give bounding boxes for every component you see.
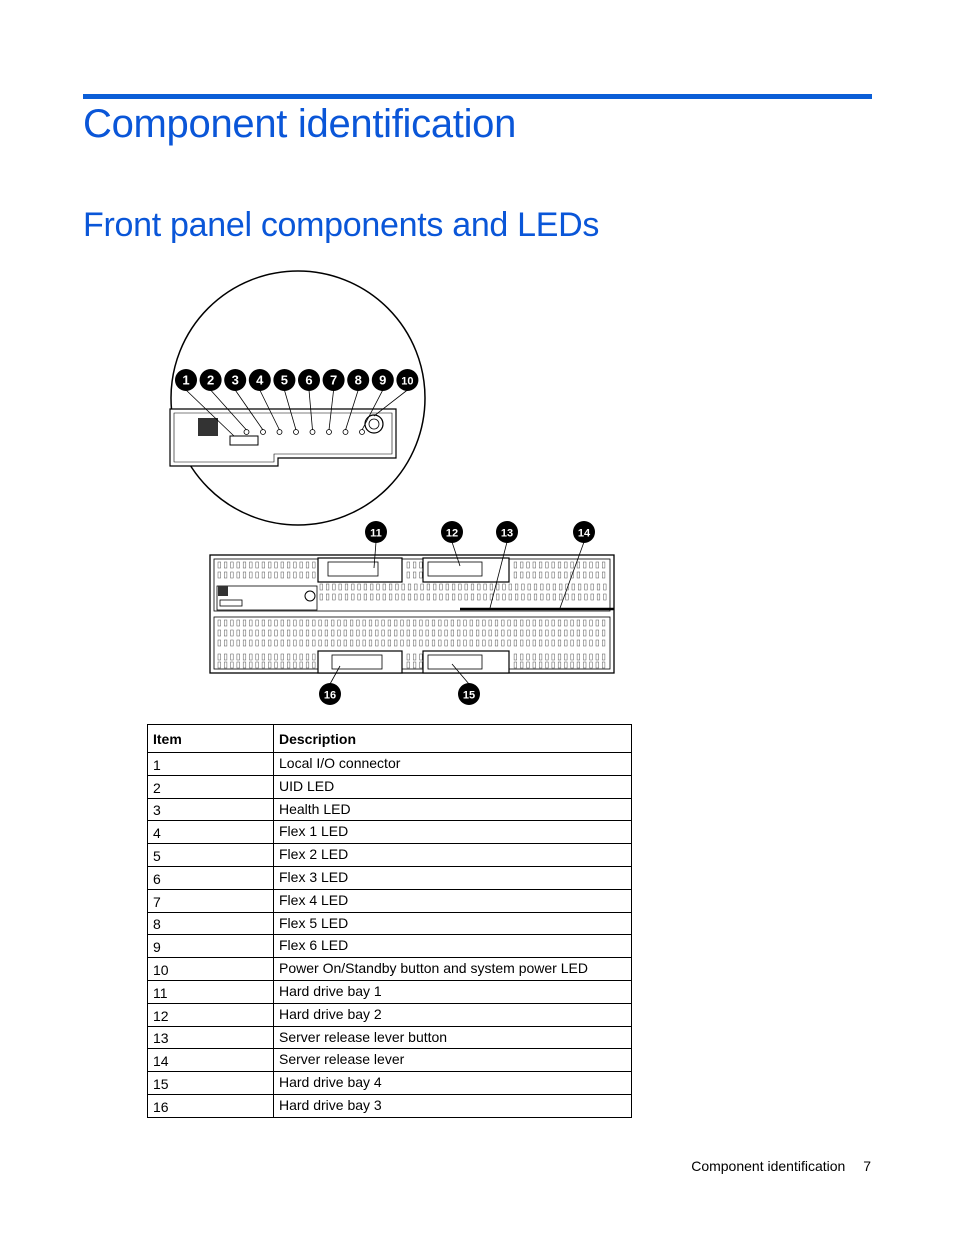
callout-3 <box>224 369 246 391</box>
table-row <box>148 1072 632 1095</box>
description-cell: Flex 2 LED <box>274 844 632 867</box>
description-cell: Server release lever button <box>274 1026 632 1049</box>
svg-text:2: 2 <box>206 372 215 388</box>
front-io-panel <box>217 586 317 610</box>
led-6-icon <box>310 430 315 435</box>
callout-2 <box>200 369 222 391</box>
description-cell: Hard drive bay 1 <box>274 980 632 1003</box>
description-cell: Local I/O connector <box>274 753 632 776</box>
callout-8 <box>347 369 369 391</box>
table-row <box>148 844 632 867</box>
description-cell: Flex 1 LED <box>274 821 632 844</box>
table-row <box>148 753 632 776</box>
description-cell: Flex 4 LED <box>274 889 632 912</box>
item-number-cell: 6 <box>148 866 274 889</box>
item-number-cell: 12 <box>148 1003 274 1026</box>
callout-11 <box>365 521 387 543</box>
led-7-icon <box>327 430 332 435</box>
svg-text:5: 5 <box>280 372 289 388</box>
led-4-icon <box>277 430 282 435</box>
callout-16 <box>319 683 341 705</box>
description-cell: UID LED <box>274 775 632 798</box>
table-row <box>148 980 632 1003</box>
table-row <box>148 889 632 912</box>
footer-section-label: Component identification <box>691 1158 846 1174</box>
power-button-icon <box>365 415 383 433</box>
callout-4 <box>249 369 271 391</box>
item-number-cell: 16 <box>148 1094 274 1117</box>
item-number-cell: 15 <box>148 1072 274 1095</box>
callout-5 <box>273 369 295 391</box>
item-number-cell: 14 <box>148 1049 274 1072</box>
item-number-cell: 3 <box>148 798 274 821</box>
magnified-view-circle <box>171 271 425 525</box>
item-number-cell: 8 <box>148 912 274 935</box>
svg-text:9: 9 <box>379 372 387 388</box>
table-row <box>148 775 632 798</box>
svg-text:14: 14 <box>577 527 591 540</box>
column-header-item: Item <box>148 725 274 753</box>
table-row <box>148 958 632 981</box>
svg-text:1: 1 <box>182 372 190 388</box>
io-panel-outline <box>170 409 396 466</box>
svg-text:10: 10 <box>401 375 414 388</box>
callout-12 <box>441 521 463 543</box>
svg-text:8: 8 <box>354 372 362 388</box>
description-cell: Flex 3 LED <box>274 866 632 889</box>
item-number-cell: 1 <box>148 753 274 776</box>
svg-text:13: 13 <box>500 527 514 540</box>
table-row <box>148 1049 632 1072</box>
item-number-cell: 2 <box>148 775 274 798</box>
description-cell: Health LED <box>274 798 632 821</box>
callout-10 <box>396 369 418 391</box>
title-rule <box>83 94 872 99</box>
led-2-icon <box>244 430 249 435</box>
table-row <box>148 912 632 935</box>
description-cell: Hard drive bay 4 <box>274 1072 632 1095</box>
table-header-row <box>148 725 632 753</box>
callout-9 <box>372 369 394 391</box>
front-panel-illustration <box>160 268 630 708</box>
item-number-cell: 7 <box>148 889 274 912</box>
svg-text:16: 16 <box>323 689 337 702</box>
callout-1 <box>175 369 197 391</box>
item-number-cell: 13 <box>148 1026 274 1049</box>
description-cell: Power On/Standby button and system power LED <box>274 958 632 981</box>
svg-text:15: 15 <box>462 689 476 702</box>
svg-text:3: 3 <box>231 372 239 388</box>
description-cell: Flex 5 LED <box>274 912 632 935</box>
svg-text:12: 12 <box>445 527 459 540</box>
led-8-icon <box>343 430 348 435</box>
description-cell: Hard drive bay 3 <box>274 1094 632 1117</box>
callout-7 <box>323 369 345 391</box>
description-cell: Hard drive bay 2 <box>274 1003 632 1026</box>
description-cell: Flex 6 LED <box>274 935 632 958</box>
table-row <box>148 798 632 821</box>
component-table <box>147 724 632 1118</box>
item-number-cell: 9 <box>148 935 274 958</box>
svg-text:6: 6 <box>305 372 313 388</box>
led-9-icon <box>360 430 365 435</box>
page-footer <box>691 1158 871 1174</box>
front-panel-figure <box>160 268 630 708</box>
svg-text:4: 4 <box>256 372 264 388</box>
table-row <box>148 821 632 844</box>
hp-logo-icon <box>198 418 218 436</box>
item-number-cell: 5 <box>148 844 274 867</box>
table-row <box>148 935 632 958</box>
svg-text:7: 7 <box>329 372 338 388</box>
svg-text:11: 11 <box>370 527 382 540</box>
led-5-icon <box>294 430 299 435</box>
item-number-cell: 11 <box>148 980 274 1003</box>
page-title: Component identification <box>83 102 517 146</box>
server-front-view <box>210 555 614 673</box>
table-row <box>148 1094 632 1117</box>
description-cell: Server release lever <box>274 1049 632 1072</box>
led-3-icon <box>261 430 266 435</box>
page-number: 7 <box>863 1158 871 1174</box>
section-title: Front panel components and LEDs <box>83 206 600 244</box>
table-row <box>148 1026 632 1049</box>
table-row <box>148 1003 632 1026</box>
local-io-connector-icon <box>230 436 258 445</box>
item-number-cell: 4 <box>148 821 274 844</box>
callout-15 <box>458 683 480 705</box>
item-number-cell: 10 <box>148 958 274 981</box>
column-header-description: Description <box>274 725 632 753</box>
callout-14 <box>573 521 595 543</box>
table-row <box>148 866 632 889</box>
callout-13 <box>496 521 518 543</box>
callout-6 <box>298 369 320 391</box>
